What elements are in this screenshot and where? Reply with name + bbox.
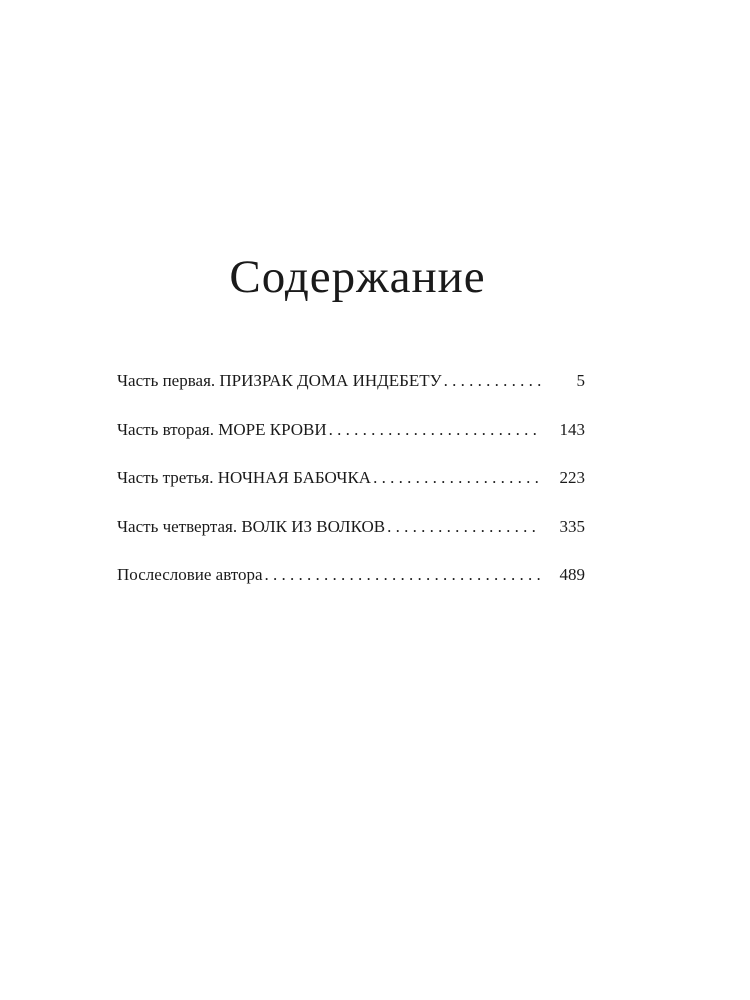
toc-entry[interactable] [117,518,585,567]
toc-entry[interactable] [117,566,585,615]
toc-dot-leader [327,421,541,438]
toc-dot-leader [442,372,541,389]
toc-entry[interactable] [117,469,585,518]
toc-dot-leader [371,469,541,486]
toc-page-number: 5 [576,371,585,390]
toc-entry-label: Часть четвертая. ВОЛК ИЗ ВОЛКОВ [117,516,386,536]
toc-entry-label: Часть первая. ПРИЗРАК ДОМА ИНДЕБЕТУ [117,371,442,390]
toc-dot-leader [385,518,541,535]
toc-entry-label: Часть вторая. МОРЕ КРОВИ [117,419,327,439]
toc-page-number: 223 [559,468,585,487]
table-of-contents [117,372,585,615]
toc-entry-label: Послесловие автора [117,565,263,584]
page-title: Содержание [229,251,486,303]
toc-entry-label: Часть третья. НОЧНАЯ БАБОЧКА [117,468,372,487]
toc-page-number: 335 [559,516,585,536]
toc-page-number: 489 [559,565,585,584]
toc-dot-leader [263,566,541,583]
toc-entry[interactable] [117,421,585,470]
toc-entry[interactable] [117,372,585,421]
toc-page-number: 143 [559,419,585,439]
